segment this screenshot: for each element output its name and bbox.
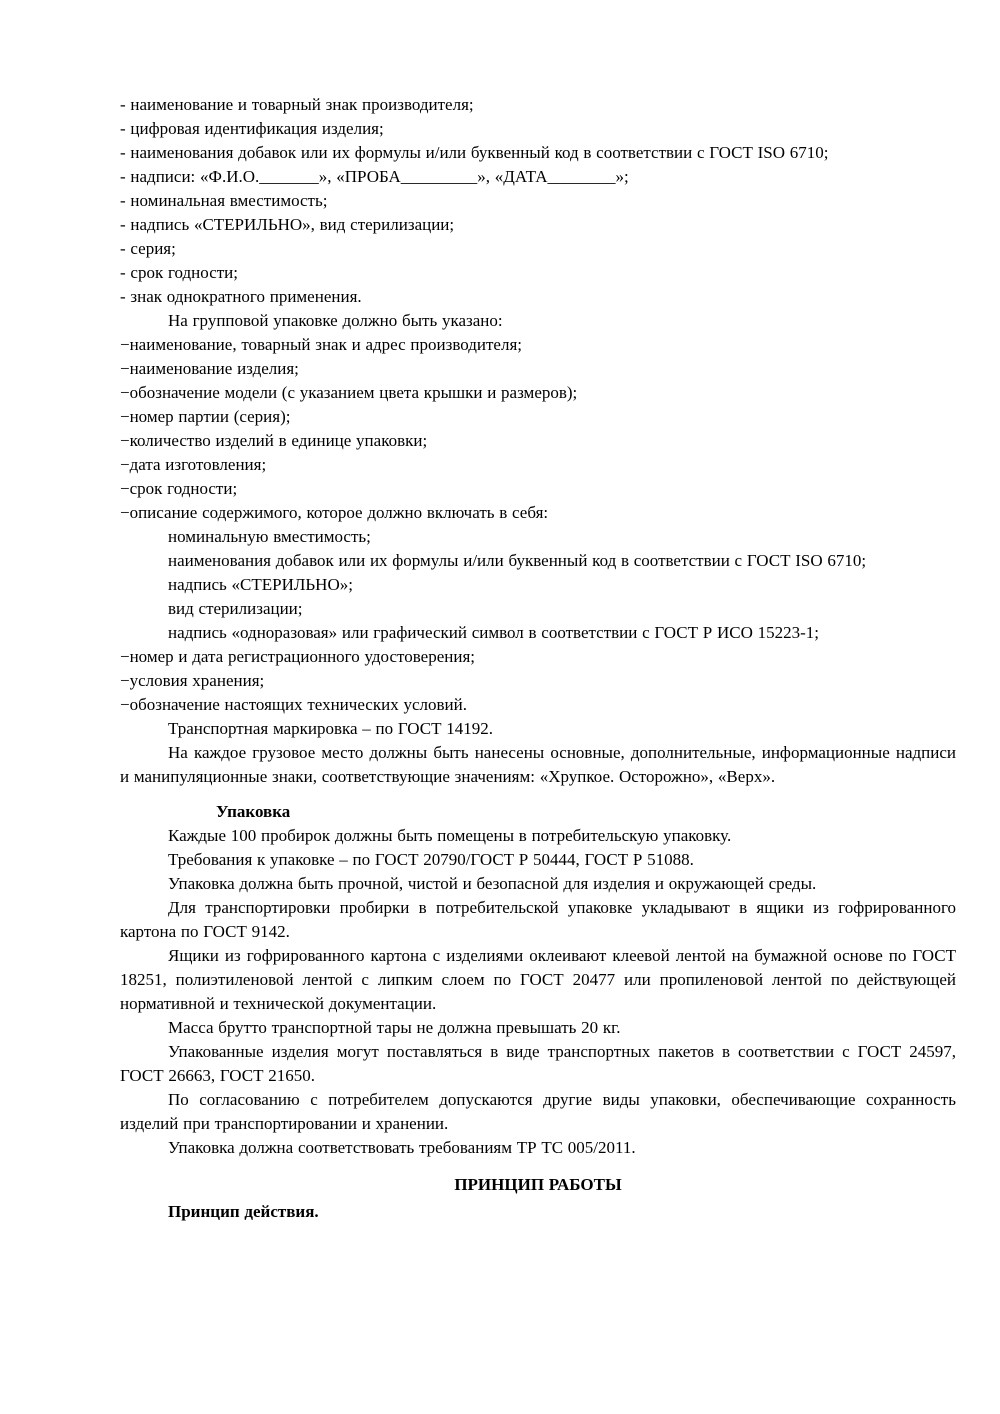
paragraph: - надпись «СТЕРИЛЬНО», вид стерилизации; (120, 215, 455, 234)
paragraph: - наименования добавок или их формулы и/или буквенный код в соответствии с ГОСТ ISO 6710; (120, 143, 829, 162)
paragraph: номинальную вместимость; (168, 527, 371, 546)
paragraph: Каждые 100 пробирок должны быть помещены в потребительскую упаковку. (168, 826, 732, 845)
paragraph: Упаковка должна быть прочной, чистой и безопасной для изделия и окружающей среды. (168, 874, 817, 893)
paragraph: −дата изготовления; (120, 455, 267, 474)
paragraph: −номер партии (серия); (120, 407, 291, 426)
paragraph: Транспортная маркировка – по ГОСТ 14192. (168, 719, 494, 738)
paragraph: −срок годности; (120, 479, 238, 498)
paragraph: Для транспортировки пробирки в потребительской упаковке укладывают в ящики из гофрированного картона по ГОСТ 9142. (120, 898, 956, 941)
paragraph: - серия; (120, 239, 176, 258)
section-heading-principle: ПРИНЦИП РАБОТЫ (454, 1175, 622, 1194)
paragraph: −наименование, товарный знак и адрес производителя; (120, 335, 522, 354)
paragraph: - номинальная вместимость; (120, 191, 328, 210)
paragraph: −описание содержимого, которое должно включать в себя: (120, 503, 549, 522)
section-heading-packaging: Упаковка (216, 802, 291, 821)
paragraph: наименования добавок или их формулы и/или буквенный код в соответствии с ГОСТ ISO 6710; (168, 551, 867, 570)
paragraph: −количество изделий в единице упаковки; (120, 431, 428, 450)
paragraph: По согласованию с потребителем допускаются другие виды упаковки, обеспечивающие сохранность изделий при транспортировании и хранении. (120, 1090, 956, 1133)
paragraph: - наименование и товарный знак производителя; (120, 95, 474, 114)
paragraph: - надписи: «Ф.И.О._______», «ПРОБА_________», «ДАТА________»; (120, 167, 629, 186)
paragraph: −обозначение модели (с указанием цвета крышки и размеров); (120, 383, 578, 402)
subsection-heading-principle-of-action: Принцип действия. (168, 1202, 319, 1221)
paragraph: Упаковка должна соответствовать требованиям ТР ТС 005/2011. (168, 1138, 636, 1157)
paragraph: −номер и дата регистрационного удостоверения; (120, 647, 475, 666)
paragraph: −условия хранения; (120, 671, 265, 690)
paragraph: - цифровая идентификация изделия; (120, 119, 384, 138)
paragraph: Масса брутто транспортной тары не должна превышать 20 кг. (168, 1018, 621, 1037)
paragraph: вид стерилизации; (168, 599, 303, 618)
paragraph: надпись «одноразовая» или графический символ в соответствии с ГОСТ Р ИСО 15223-1; (168, 623, 819, 642)
paragraph: Требования к упаковке – по ГОСТ 20790/ГОСТ Р 50444, ГОСТ Р 51088. (168, 850, 694, 869)
paragraph: - знак однократного применения. (120, 287, 362, 306)
document-body (120, 93, 956, 1224)
paragraph: −обозначение настоящих технических условий. (120, 695, 467, 714)
paragraph: надпись «СТЕРИЛЬНО»; (168, 575, 353, 594)
paragraph: −наименование изделия; (120, 359, 299, 378)
paragraph: На групповой упаковке должно быть указано: (168, 311, 503, 330)
paragraph: - срок годности; (120, 263, 238, 282)
paragraph: Ящики из гофрированного картона с изделиями оклеивают клеевой лентой на бумажной основе по ГОСТ 18251, полиэтиленовой лентой с липким слоем по ГОСТ 20477 или пропиленовой лентой по действующей нормативной и технической документации. (120, 946, 956, 1013)
paragraph: На каждое грузовое место должны быть нанесены основные, дополнительные, информационные надписи и манипуляционные знаки, соответствующие значениям: «Хрупкое. Осторожно», «Верх». (120, 743, 956, 786)
paragraph: Упакованные изделия могут поставляться в виде транспортных пакетов в соответствии с ГОСТ 24597, ГОСТ 26663, ГОСТ 21650. (120, 1042, 956, 1085)
